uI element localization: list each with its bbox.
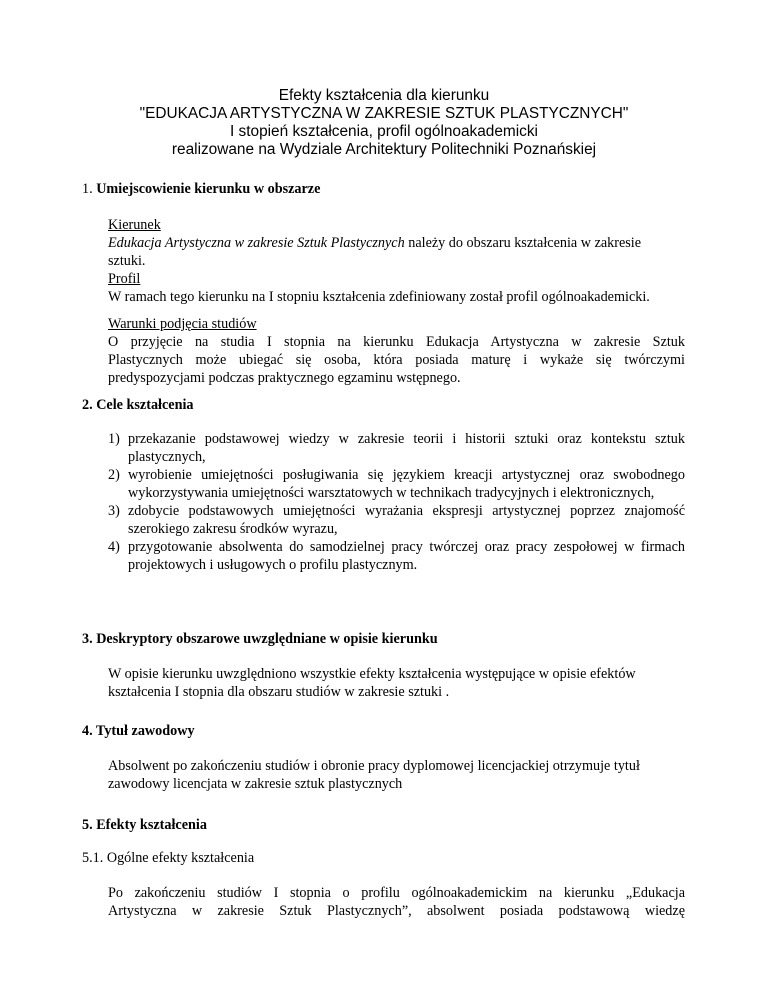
section-1-number: 1. [82,181,93,197]
section-1-title: Umiejscowienie kierunku w obszarze [96,181,321,197]
section-5-1-line2: Artystyczna w zakresie Sztuk Plastycznych”, absolwent posiada podstawową wiedzę [108,903,685,919]
section-2-title: 2. Cele kształcenia [82,397,194,413]
goals-list [108,430,685,574]
goal-item [108,466,685,502]
goal-number: 2) [108,467,120,483]
kierunek-name: Edukacja Artystyczna w zakresie Sztuk Plastycznych [108,235,405,251]
section-1-heading [82,180,320,198]
goal-text: wyrobienie umiejętności posługiwania się językiem kreacji artystycznej oraz swobodnego wykorzystywania umiejętności warsztatowych w technikach tradycyjnych i elektronicznych, [128,467,685,501]
profil-text: W ramach tego kierunku na I stopniu kształcenia zdefiniowany został profil ogólnoakademicki. [108,289,650,305]
warunki-block [108,315,685,387]
warunki-label: Warunki podjęcia studiów [108,316,257,332]
goals-list-wrap [108,430,685,574]
warunki-line2: Plastycznych może ubiegać się osoba, która posiada maturę i wykaże się twórczymi [108,352,685,368]
doc-title-line2: "EDUKACJA ARTYSTYCZNA W ZAKRESIE SZTUK PLASTYCZNYCH" [139,105,629,122]
section-5-1-line1: Po zakończeniu studiów I stopnia o profilu ogólnoakademickim na kierunku „Edukacja [108,885,685,901]
profil-label: Profil [108,271,141,287]
goal-text: przygotowanie absolwenta do samodzielnej pracy twórczej oraz pracy zespołowej w firmach projektowych i usługowych o profilu plastycznym. [128,539,685,573]
kierunek-text-line2: sztuki. [108,253,146,269]
goal-number: 1) [108,431,120,447]
kierunek-text-line1 [108,234,688,252]
goal-text: przekazanie podstawowej wiedzy w zakresie teorii i historii sztuki oraz kontekstu sztuk plastycznych, [128,431,685,465]
kierunek-rest: należy do obszaru kształcenia w zakresie [404,235,642,251]
section-3-line1: W opisie kierunku uwzględniono wszystkie efekty kształcenia występujące w opisie efektów [108,666,636,682]
warunki-line3: predyspozycjami podczas praktycznego egzaminu wstępnego. [108,370,461,386]
goal-number: 4) [108,539,120,555]
section-5-1-body [108,884,685,920]
profil-block [108,270,688,306]
section-5-1-title: 5.1. Ogólne efekty kształcenia [82,850,255,866]
doc-title-line3: I stopień kształcenia, profil ogólnoakademicki [230,123,538,140]
doc-title-line1: Efekty kształcenia dla kierunku [278,87,490,104]
section-4-line1: Absolwent po zakończeniu studiów i obronie pracy dyplomowej licencjackiej otrzymuje tytuł [108,758,640,774]
kierunek-label: Kierunek [108,217,161,233]
section-4-title: 4. Tytuł zawodowy [82,723,195,739]
goal-text: zdobycie podstawowych umiejętności wyrażania ekspresji artystycznej poprzez znajomość szerokiego zakresu środków wyrazu, [128,503,685,537]
section-3-line2: kształcenia I stopnia dla obszaru studiów w zakresie sztuki . [108,684,450,700]
section-5-title: 5. Efekty kształcenia [82,817,207,833]
kierunek-block [108,216,688,270]
goal-number: 3) [108,503,120,519]
section-4-body [108,757,698,793]
section-3-title: 3. Deskryptory obszarowe uwzględniane w opisie kierunku [82,631,438,647]
warunki-line1: O przyjęcie na studia I stopnia na kierunku Edukacja Artystyczna w zakresie Sztuk [108,334,685,350]
goal-item [108,538,685,574]
section-4-line2: zawodowy licencjata w zakresie sztuk plastycznych [108,776,403,792]
goal-item [108,430,685,466]
section-3-body [108,665,698,701]
goal-item [108,502,685,538]
doc-subtitle: realizowane na Wydziale Architektury Politechniki Poznańskiej [171,141,597,158]
